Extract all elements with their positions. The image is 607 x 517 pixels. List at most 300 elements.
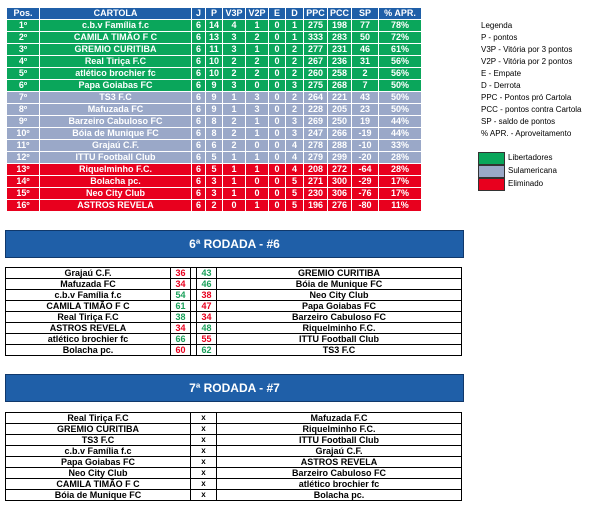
standings-table <box>6 7 422 212</box>
standings-cell-d: 5 <box>286 176 304 188</box>
standings-cell-p: 9 <box>206 80 223 92</box>
away-score: 47 <box>197 301 217 312</box>
standings-cell-team: ASTROS REVELA <box>40 200 192 212</box>
versus-marker: x <box>191 490 217 501</box>
standings-cell-d: 4 <box>286 140 304 152</box>
standings-cell-p: 11 <box>206 44 223 56</box>
standings-cell-p: 9 <box>206 92 223 104</box>
standings-cell-apr: 17% <box>379 188 422 200</box>
standings-row <box>7 68 422 80</box>
standings-row <box>7 164 422 176</box>
standings-cell-ppc: 228 <box>304 104 328 116</box>
away-team: ASTROS REVELA <box>217 457 462 468</box>
standings-cell-e: 0 <box>269 152 286 164</box>
standings-row <box>7 116 422 128</box>
home-team: atlético brochier fc <box>6 334 171 345</box>
home-team: Mafuzada FC <box>6 279 171 290</box>
standings-cell-v3p: 4 <box>223 20 246 32</box>
standings-cell-d: 2 <box>286 44 304 56</box>
standings-cell-ppc: 277 <box>304 44 328 56</box>
away-team: Grajaú C.F. <box>217 446 462 457</box>
away-team: Riquelminho F.C. <box>217 323 462 334</box>
round6-title: 6ª RODADA - #6 <box>189 237 280 251</box>
standings-cell-j: 6 <box>192 68 206 80</box>
standings-cell-pcc: 258 <box>328 68 352 80</box>
standings-cell-ppc: 279 <box>304 152 328 164</box>
standings-cell-pos: 2º <box>7 32 40 44</box>
match-row <box>6 435 462 446</box>
home-team: Bolacha pc. <box>6 345 171 356</box>
standings-cell-sp: -19 <box>352 128 379 140</box>
standings-cell-d: 2 <box>286 56 304 68</box>
home-team: Bóia de Munique FC <box>6 490 191 501</box>
legend-line: E - Empate <box>481 69 522 78</box>
standings-cell-j: 6 <box>192 104 206 116</box>
standings-cell-pcc: 306 <box>328 188 352 200</box>
standings-cell-pcc: 268 <box>328 80 352 92</box>
standings-cell-e: 0 <box>269 20 286 32</box>
standings-cell-e: 0 <box>269 80 286 92</box>
standings-cell-j: 6 <box>192 164 206 176</box>
home-score: 34 <box>171 323 191 334</box>
standings-row <box>7 20 422 32</box>
standings-cell-v3p: 3 <box>223 80 246 92</box>
standings-cell-j: 6 <box>192 20 206 32</box>
standings-cell-d: 5 <box>286 200 304 212</box>
standings-cell-j: 6 <box>192 140 206 152</box>
standings-cell-sp: 46 <box>352 44 379 56</box>
standings-cell-ppc: 230 <box>304 188 328 200</box>
standings-cell-team: Mafuzada FC <box>40 104 192 116</box>
standings-cell-apr: 56% <box>379 56 422 68</box>
legend-swatch <box>478 165 505 178</box>
col-cartola: CARTOLA <box>40 8 192 20</box>
standings-cell-pcc: 250 <box>328 116 352 128</box>
standings-cell-j: 6 <box>192 128 206 140</box>
standings-cell-pos: 5º <box>7 68 40 80</box>
standings-cell-sp: 77 <box>352 20 379 32</box>
standings-cell-d: 2 <box>286 92 304 104</box>
standings-cell-sp: 7 <box>352 80 379 92</box>
standings-cell-v3p: 2 <box>223 140 246 152</box>
standings-cell-v3p: 3 <box>223 32 246 44</box>
match-row <box>6 424 462 435</box>
away-team: Bóia de Munique FC <box>217 279 462 290</box>
legend-swatch <box>478 152 505 165</box>
standings-cell-d: 2 <box>286 68 304 80</box>
home-team: CAMILA TIMÃO F C <box>6 479 191 490</box>
match-row <box>6 334 462 345</box>
standings-cell-team: Barzeiro Cabuloso FC <box>40 116 192 128</box>
standings-row <box>7 92 422 104</box>
standings-cell-e: 0 <box>269 164 286 176</box>
standings-cell-e: 0 <box>269 92 286 104</box>
standings-cell-d: 2 <box>286 104 304 116</box>
standings-cell-j: 6 <box>192 56 206 68</box>
home-team: TS3 F.C <box>6 435 191 446</box>
standings-cell-sp: 50 <box>352 32 379 44</box>
standings-cell-ppc: 196 <box>304 200 328 212</box>
standings-cell-ppc: 208 <box>304 164 328 176</box>
standings-cell-ppc: 275 <box>304 80 328 92</box>
standings-cell-e: 0 <box>269 116 286 128</box>
match-row <box>6 345 462 356</box>
standings-cell-v2p: 1 <box>246 44 269 56</box>
standings-row <box>7 80 422 92</box>
standings-cell-apr: 17% <box>379 176 422 188</box>
standings-cell-j: 6 <box>192 80 206 92</box>
standings-cell-ppc: 260 <box>304 68 328 80</box>
standings-cell-pcc: 283 <box>328 32 352 44</box>
standings-cell-p: 6 <box>206 140 223 152</box>
round6-matches-table <box>5 267 462 356</box>
standings-cell-v2p: 1 <box>246 116 269 128</box>
legend-key-label: Libertadores <box>508 153 553 162</box>
away-score: 38 <box>197 290 217 301</box>
standings-cell-pos: 16º <box>7 200 40 212</box>
standings-cell-pcc: 198 <box>328 20 352 32</box>
standings-cell-pos: 3º <box>7 44 40 56</box>
legend-line: V2P - Vitória por 2 pontos <box>481 57 573 66</box>
standings-row <box>7 176 422 188</box>
versus-marker: x <box>191 446 217 457</box>
standings-cell-v2p: 0 <box>246 176 269 188</box>
standings-row <box>7 44 422 56</box>
legend-line: % APR. - Aproveitamento <box>481 129 572 138</box>
standings-cell-e: 0 <box>269 200 286 212</box>
standings-cell-d: 5 <box>286 188 304 200</box>
standings-header-row <box>7 8 422 20</box>
col-pcc: PCC <box>328 8 352 20</box>
standings-cell-v3p: 1 <box>223 188 246 200</box>
standings-cell-team: CAMILA TIMÃO F C <box>40 32 192 44</box>
standings-row <box>7 152 422 164</box>
standings-cell-apr: 72% <box>379 32 422 44</box>
standings-cell-v3p: 1 <box>223 104 246 116</box>
standings-cell-sp: -10 <box>352 140 379 152</box>
away-score: 48 <box>197 323 217 334</box>
standings-cell-p: 5 <box>206 152 223 164</box>
away-score: 43 <box>197 268 217 279</box>
standings-cell-apr: 44% <box>379 116 422 128</box>
standings-cell-v2p: 1 <box>246 20 269 32</box>
standings-cell-d: 3 <box>286 80 304 92</box>
standings-cell-v3p: 2 <box>223 116 246 128</box>
away-team: ITTU Football Club <box>217 435 462 446</box>
standings-cell-v3p: 1 <box>223 176 246 188</box>
standings-cell-pcc: 221 <box>328 92 352 104</box>
versus-marker: x <box>191 468 217 479</box>
standings-cell-e: 0 <box>269 56 286 68</box>
standings-cell-d: 3 <box>286 116 304 128</box>
home-team: GREMIO CURITIBA <box>6 424 191 435</box>
standings-cell-j: 6 <box>192 200 206 212</box>
standings-cell-sp: -80 <box>352 200 379 212</box>
standings-cell-p: 10 <box>206 56 223 68</box>
standings-cell-apr: 44% <box>379 128 422 140</box>
standings-cell-sp: -29 <box>352 176 379 188</box>
versus-marker: x <box>191 424 217 435</box>
standings-cell-j: 6 <box>192 32 206 44</box>
standings-cell-pos: 1º <box>7 20 40 32</box>
standings-cell-p: 14 <box>206 20 223 32</box>
standings-cell-v3p: 1 <box>223 164 246 176</box>
standings-cell-v2p: 1 <box>246 128 269 140</box>
standings-cell-p: 5 <box>206 164 223 176</box>
standings-cell-pcc: 300 <box>328 176 352 188</box>
col-d: D <box>286 8 304 20</box>
home-score: 54 <box>171 290 191 301</box>
away-team: Riquelminho F.C. <box>217 424 462 435</box>
home-team: Real Tiriça F.C <box>6 413 191 424</box>
standings-cell-p: 2 <box>206 200 223 212</box>
away-score: 34 <box>197 312 217 323</box>
legend-key-label: Eliminado <box>508 179 544 188</box>
standings-cell-v3p: 2 <box>223 68 246 80</box>
standings-cell-pcc: 236 <box>328 56 352 68</box>
legend-line: PCC - pontos contra Cartola <box>481 105 582 114</box>
legend-key-label: Sulamericana <box>508 166 557 175</box>
standings-cell-team: Real Tiriça F.C <box>40 56 192 68</box>
standings-cell-ppc: 333 <box>304 32 328 44</box>
away-team: Mafuzada F.C <box>217 413 462 424</box>
standings-cell-apr: 50% <box>379 80 422 92</box>
standings-cell-pos: 13º <box>7 164 40 176</box>
standings-cell-ppc: 267 <box>304 56 328 68</box>
standings-cell-e: 0 <box>269 68 286 80</box>
standings-cell-v3p: 1 <box>223 152 246 164</box>
col-e: E <box>269 8 286 20</box>
home-score: 34 <box>171 279 191 290</box>
standings-cell-sp: 19 <box>352 116 379 128</box>
standings-row <box>7 200 422 212</box>
standings-cell-team: GREMIO CURITIBA <box>40 44 192 56</box>
home-score: 38 <box>171 312 191 323</box>
col-pos: Pos. <box>7 8 40 20</box>
standings-cell-team: Papa Goiabas FC <box>40 80 192 92</box>
standings-cell-ppc: 264 <box>304 92 328 104</box>
standings-cell-j: 6 <box>192 152 206 164</box>
standings-cell-pcc: 266 <box>328 128 352 140</box>
round6-banner <box>5 230 464 258</box>
standings-cell-p: 13 <box>206 32 223 44</box>
versus-marker: x <box>191 479 217 490</box>
match-row <box>6 290 462 301</box>
home-team: Real Tiriça F.C <box>6 312 171 323</box>
standings-cell-pos: 11º <box>7 140 40 152</box>
away-score: 55 <box>197 334 217 345</box>
standings-cell-v2p: 2 <box>246 56 269 68</box>
standings-cell-v2p: 1 <box>246 164 269 176</box>
standings-cell-apr: 28% <box>379 164 422 176</box>
legend-swatch <box>478 178 505 191</box>
standings-cell-team: Grajaú C.F. <box>40 140 192 152</box>
match-row <box>6 468 462 479</box>
col-p: P <box>206 8 223 20</box>
standings-cell-pos: 6º <box>7 80 40 92</box>
standings-cell-v2p: 2 <box>246 32 269 44</box>
standings-cell-v2p: 0 <box>246 80 269 92</box>
standings-cell-v3p: 2 <box>223 56 246 68</box>
standings-cell-p: 9 <box>206 104 223 116</box>
round7-matches-table <box>5 412 462 501</box>
standings-cell-apr: 78% <box>379 20 422 32</box>
standings-cell-p: 3 <box>206 176 223 188</box>
match-row <box>6 490 462 501</box>
standings-cell-v3p: 2 <box>223 128 246 140</box>
standings-cell-pcc: 288 <box>328 140 352 152</box>
standings-row <box>7 128 422 140</box>
home-score: 66 <box>171 334 191 345</box>
legend <box>481 20 582 140</box>
standings-cell-pos: 4º <box>7 56 40 68</box>
standings-cell-e: 0 <box>269 176 286 188</box>
standings-cell-j: 6 <box>192 44 206 56</box>
home-team: Neo City Club <box>6 468 191 479</box>
standings-cell-v2p: 0 <box>246 140 269 152</box>
legend-line: D - Derrota <box>481 81 521 90</box>
standings-cell-ppc: 278 <box>304 140 328 152</box>
standings-cell-e: 0 <box>269 140 286 152</box>
legend-line: SP - saldo de pontos <box>481 117 556 126</box>
match-row <box>6 457 462 468</box>
home-team: c.b.v Família f.c <box>6 290 171 301</box>
legend-line: PPC - Pontos pró Cartola <box>481 93 572 102</box>
home-score: 36 <box>171 268 191 279</box>
away-team: Bolacha pc. <box>217 490 462 501</box>
standings-cell-team: Bóia de Munique FC <box>40 128 192 140</box>
standings-cell-apr: 28% <box>379 152 422 164</box>
standings-cell-pcc: 231 <box>328 44 352 56</box>
standings-cell-pos: 9º <box>7 116 40 128</box>
standings-cell-team: Bolacha pc. <box>40 176 192 188</box>
away-team: Neo City Club <box>217 290 462 301</box>
standings-cell-sp: -76 <box>352 188 379 200</box>
versus-marker: x <box>191 413 217 424</box>
standings-cell-j: 6 <box>192 92 206 104</box>
away-score: 46 <box>197 279 217 290</box>
standings-cell-v3p: 3 <box>223 44 246 56</box>
legend-line: Legenda <box>481 21 513 30</box>
standings-cell-pcc: 299 <box>328 152 352 164</box>
match-row <box>6 323 462 334</box>
standings-cell-ppc: 247 <box>304 128 328 140</box>
away-team: Papa Goiabas FC <box>217 301 462 312</box>
away-team: ITTU Football Club <box>217 334 462 345</box>
versus-marker: x <box>191 457 217 468</box>
standings-cell-e: 0 <box>269 188 286 200</box>
standings-cell-team: Neo City Club <box>40 188 192 200</box>
standings-row <box>7 56 422 68</box>
standings-cell-p: 8 <box>206 116 223 128</box>
standings-cell-team: atlético brochier fc <box>40 68 192 80</box>
standings-row <box>7 104 422 116</box>
standings-cell-d: 4 <box>286 164 304 176</box>
standings-cell-team: TS3 F.C <box>40 92 192 104</box>
standings-cell-v3p: 0 <box>223 200 246 212</box>
standings-cell-p: 3 <box>206 188 223 200</box>
standings-cell-d: 1 <box>286 32 304 44</box>
match-row <box>6 268 462 279</box>
standings-cell-ppc: 271 <box>304 176 328 188</box>
standings-cell-d: 3 <box>286 128 304 140</box>
standings-cell-pos: 15º <box>7 188 40 200</box>
standings-cell-sp: 23 <box>352 104 379 116</box>
legend-line: V3P - Vitória por 3 pontos <box>481 45 573 54</box>
standings-cell-apr: 50% <box>379 92 422 104</box>
standings-cell-d: 1 <box>286 20 304 32</box>
home-team: CAMILA TIMÃO F C <box>6 301 171 312</box>
standings-cell-sp: -20 <box>352 152 379 164</box>
match-row <box>6 413 462 424</box>
standings-cell-sp: 31 <box>352 56 379 68</box>
standings-cell-pos: 8º <box>7 104 40 116</box>
standings-cell-p: 10 <box>206 68 223 80</box>
match-row <box>6 446 462 457</box>
standings-cell-e: 0 <box>269 44 286 56</box>
standings-cell-p: 8 <box>206 128 223 140</box>
match-row <box>6 479 462 490</box>
match-row <box>6 312 462 323</box>
standings-cell-pcc: 276 <box>328 200 352 212</box>
standings-row <box>7 32 422 44</box>
away-team: TS3 F.C <box>217 345 462 356</box>
col-j: J <box>192 8 206 20</box>
standings-cell-e: 0 <box>269 104 286 116</box>
away-score: 62 <box>197 345 217 356</box>
standings-cell-pcc: 272 <box>328 164 352 176</box>
standings-cell-apr: 11% <box>379 200 422 212</box>
home-score: 61 <box>171 301 191 312</box>
home-team: ASTROS REVELA <box>6 323 171 334</box>
standings-cell-apr: 50% <box>379 104 422 116</box>
standings-cell-pos: 12º <box>7 152 40 164</box>
home-team: c.b.v Família f.c <box>6 446 191 457</box>
standings-cell-pos: 10º <box>7 128 40 140</box>
round7-title: 7ª RODADA - #7 <box>189 381 280 395</box>
standings-cell-v2p: 2 <box>246 68 269 80</box>
standings-cell-d: 4 <box>286 152 304 164</box>
standings-cell-v2p: 1 <box>246 200 269 212</box>
col-sp: SP <box>352 8 379 20</box>
col-ppc: PPC <box>304 8 328 20</box>
home-team: Papa Goiabas FC <box>6 457 191 468</box>
versus-marker: x <box>191 435 217 446</box>
home-team: Grajaú C.F. <box>6 268 171 279</box>
standings-cell-v2p: 3 <box>246 104 269 116</box>
standings-row <box>7 188 422 200</box>
standings-cell-team: Riquelminho F.C. <box>40 164 192 176</box>
away-team: Barzeiro Cabuloso FC <box>217 312 462 323</box>
standings-cell-apr: 61% <box>379 44 422 56</box>
standings-row <box>7 140 422 152</box>
standings-cell-team: c.b.v Família f.c <box>40 20 192 32</box>
standings-cell-e: 0 <box>269 128 286 140</box>
standings-cell-v2p: 1 <box>246 152 269 164</box>
standings-cell-apr: 56% <box>379 68 422 80</box>
col-apr: % APR. <box>379 8 422 20</box>
standings-cell-pos: 14º <box>7 176 40 188</box>
standings-cell-pos: 7º <box>7 92 40 104</box>
legend-line: P - pontos <box>481 33 518 42</box>
away-team: GREMIO CURITIBA <box>217 268 462 279</box>
away-team: atlético brochier fc <box>217 479 462 490</box>
standings-cell-ppc: 275 <box>304 20 328 32</box>
standings-cell-apr: 33% <box>379 140 422 152</box>
standings-cell-sp: 43 <box>352 92 379 104</box>
standings-cell-j: 6 <box>192 176 206 188</box>
home-score: 60 <box>171 345 191 356</box>
